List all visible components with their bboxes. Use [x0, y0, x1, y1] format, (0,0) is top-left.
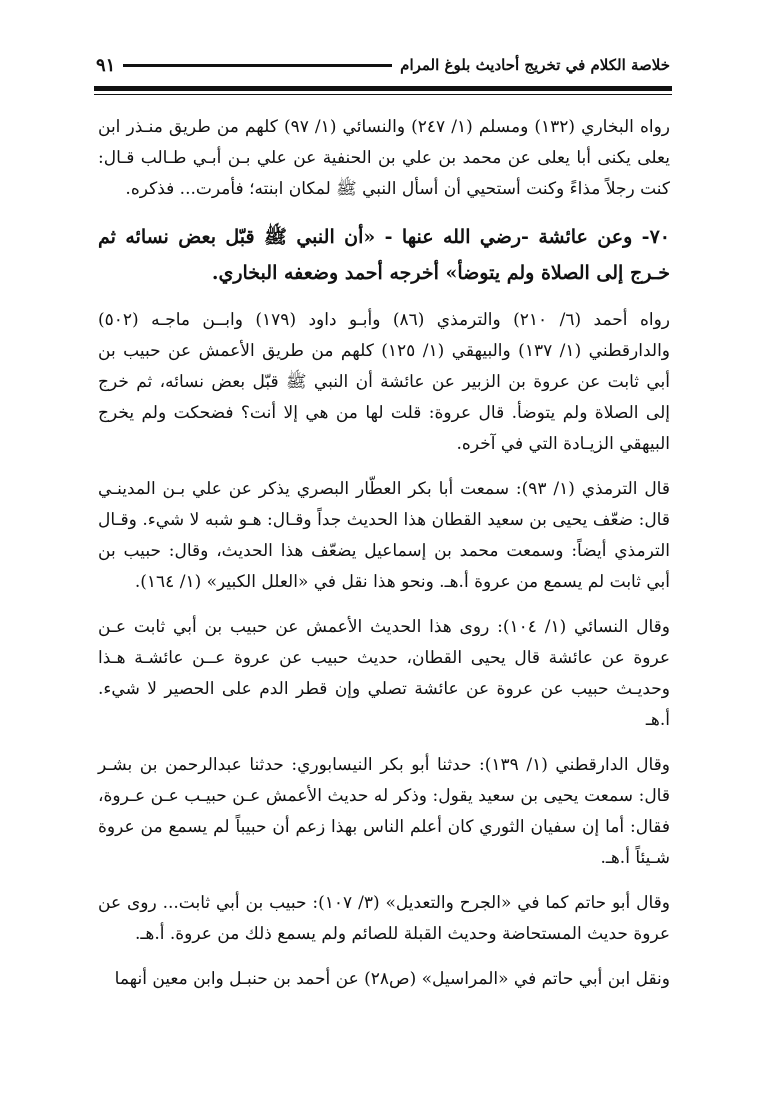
paragraph-tirmidhi: قال الترمذي (١/ ٩٣): سمعت أبا بكر العطّار البصري يذكر عن علي بـن المدينـي قال: ضعّف يحيى بن سعيد القطان هذا الحديث جداً وقـال: هـو شبه لا شيء. وقـال الترمذي أيضاً: وسمعت محمد بن إسماعيل يضعّف هذا الحديث، وقال: حبيب بن أبي ثابت لم يسمع من عروة أ.هـ. ونحو هذا نقل في «العلل الكبير» (١/ ١٦٤). — [98, 479, 670, 592]
paragraph-daraqutni: وقال الدارقطني (١/ ١٣٩): حدثنا أبو بكر النيسابوري: حدثنا عبدالرحمن بن بشـر قال: سمعت يحيى بن سعيد يقول: وذكر له حديث الأعمش عـن حبيـب عـن عـروة، فقال: أما إن سفيان الثوري كان أعلم الناس بهذا زعم أن حبيباً لم يسمع من عروة شـيئاً أ.هـ. — [98, 755, 670, 868]
paragraph-takhrij-70: رواه أحمد (٦/ ٢١٠) والترمذي (٨٦) وأبـو داود (١٧٩) وابــن ماجـه (٥٠٢) والدارقطني (١/ ١٣٧) والبيهقي (١/ ١٢٥) كلهم من طريق الأعمش عن حبيب بن أبي ثابت عن عروة بن الزبير عن عائشة أن النبي ﷺ قبّل بعض نسائه، ثم خرج إلى الصلاة ولم يتوضأ. قال عروة: قلت لها من هي إلا أنت؟ فضحكت ولم يخرج البيهقي الزيـادة التي في آخره. — [98, 310, 671, 454]
paragraph-abu-hatim: وقال أبو حاتم كما في «الجرح والتعديل» (٣/ ١٠٧): حبيب بن أبي ثابت... روى عن عروة حديث المستحاضة وحديث القبلة للصائم ولم يسمع ذلك من عروة. أ.هـ. — [98, 893, 671, 944]
paragraph-nasai: وقال النسائي (١/ ١٠٤): روى هذا الحديث الأعمش عن حبيب بن أبي ثابت عـن عروة عن عائشة قال يحيى القطان، حديث حبيب عن عروة عــن عائشـة هـذا وحديـث حبيب عن عروة عن عائشة تصلي وإن قطر الدم على الحصير لا شيء. أ.هـ — [98, 617, 671, 730]
page-number: ٩١ — [96, 54, 116, 76]
page-header — [96, 48, 670, 82]
paragraph-takhrij-69: رواه البخاري (١٣٢) ومسلم (١/ ٢٤٧) والنسائي (١/ ٩٧) كلهم من طريق منـذر ابن يعلى يكنى أبا يعلى عن محمد بن علي بن الحنفية عن علي بـن أبـي طـالب قـال: كنت رجلاً مذاءً وكنت أستحيي أن أسأل النبي ﷺ لمكان ابنته؛ فأمرت... فذكره. — [98, 117, 670, 199]
hadith-70: ٧٠- وعن عائشة -رضي الله عنها - «أن النبي ﷺ قبّل بعض نسائه ثم خـرج إلى الصلاة ولم يتوضأ» أخرجه أحمد وضعفه البخاري. — [98, 226, 670, 284]
page-body — [98, 112, 670, 1009]
header-divider-thick — [94, 86, 672, 91]
header-rule — [123, 64, 392, 67]
header-divider-thin — [94, 94, 672, 95]
running-title: خلاصة الكلام في تخريج أحاديث بلوغ المرام — [400, 56, 670, 74]
paragraph-ibn-abi-hatim: ونقل ابن أبي حاتم في «المراسيل» (ص٢٨) عن أحمد بن حنبـل وابن معين أنهما — [114, 969, 670, 989]
